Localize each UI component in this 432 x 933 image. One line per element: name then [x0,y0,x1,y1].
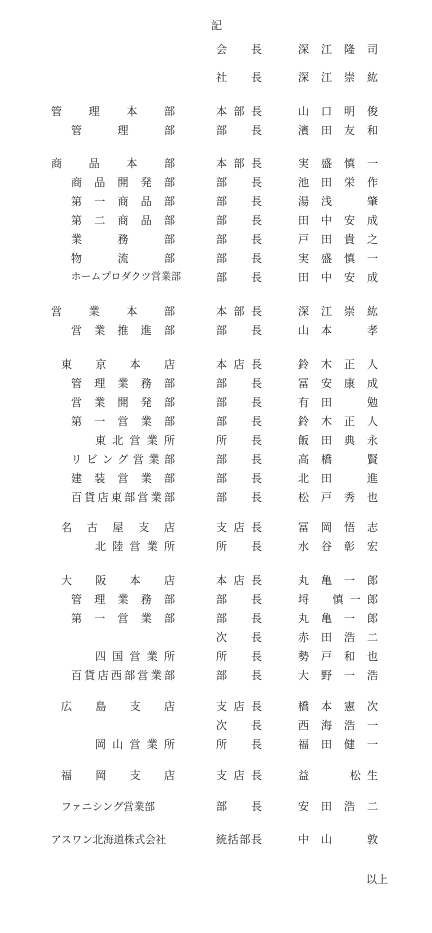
position-title: 部 長 [216,124,262,137]
position-title: 部 長 [216,195,262,208]
position-title: 本部長 [216,157,262,170]
person-name: 水 谷 彰 宏 [298,540,378,553]
list-item [0,414,432,430]
person-name: 戸 田 貴 之 [298,233,378,246]
heading-ki: 記 [211,19,222,32]
list-item [0,668,432,684]
position-title: 部 長 [216,415,262,428]
list-item [0,699,432,715]
position-title: 次 長 [216,719,262,732]
department-name: 管 理 部 [71,124,175,137]
position-title: 所 長 [216,540,262,553]
position-title: 部 長 [216,491,262,504]
list-item [0,452,432,468]
department-name: 営 業 本 部 [51,305,175,318]
list-item [0,433,432,449]
position-title: 部 長 [216,472,262,485]
person-name: 深 江 隆 司 [298,43,378,56]
list-item [0,304,432,320]
person-name: 山 口 明 俊 [298,105,378,118]
list-item [0,213,432,229]
department-name: 商 品 本 部 [51,157,175,170]
list-item [0,573,432,589]
position-title: 所 長 [216,738,262,751]
position-title: 部 長 [216,612,262,625]
list-item [0,104,432,120]
person-name: 勢 戸 和 也 [298,650,378,663]
person-name: 有 田 勉 [298,396,378,409]
list-item [0,42,432,58]
list-item [0,376,432,392]
department-name: 第一商品部 [71,195,175,208]
person-name: 福 田 健 一 [298,738,378,751]
list-item [0,718,432,734]
department-name: 管理業務部 [71,377,175,390]
person-name: 冨 岡 悟 志 [298,521,378,534]
department-name: 百貨店東部営業部 [71,491,175,504]
position-title: 部 長 [216,233,262,246]
person-name: 池 田 栄 作 [298,176,378,189]
person-name: 橋 本 憲 次 [298,700,378,713]
position-title: 部 長 [216,271,262,284]
list-item [0,194,432,210]
department-name: 名 古 屋 支 店 [61,521,175,534]
list-item [0,490,432,506]
position-title: 部 長 [216,377,262,390]
list-item [0,768,432,784]
person-name: 鈴 木 正 人 [298,358,378,371]
department-name: 第二商品部 [71,214,175,227]
list-item [0,156,432,172]
person-name: 益 松 生 [298,769,378,782]
department-name: ファニシング営業部 [61,801,155,813]
person-name: 埒 慎 一 郎 [298,593,378,606]
list-item [0,323,432,339]
person-name: 深 江 崇 紘 [298,305,378,318]
list-item [0,611,432,627]
person-name: 濱 田 友 和 [298,124,378,137]
position-title: 統括部長 [216,833,262,846]
person-name: 高 橋 賢 [298,453,378,466]
position-title: 会 長 [216,43,262,56]
list-item [0,357,432,373]
position-title: 本部長 [216,105,262,118]
person-name: 実 盛 慎 一 [298,157,378,170]
position-title: 部 長 [216,324,262,337]
department-name: 北陸営業所 [95,540,175,553]
list-item [0,175,432,191]
person-name: 中 山 敦 [298,833,378,846]
list-item [0,395,432,411]
department-name: 管理業務部 [71,593,175,606]
person-name: 田 中 安 成 [298,214,378,227]
person-name: 大 野 一 浩 [298,669,378,682]
list-item [0,832,432,848]
list-item [0,592,432,608]
person-name: 深 江 崇 紘 [298,71,378,84]
list-item [0,737,432,753]
department-name: アスワン北海道株式会社 [51,834,167,846]
person-name: 田 中 安 成 [298,271,378,284]
department-name: 東 京 本 店 [61,358,175,371]
department-name: 第一営業部 [71,415,175,428]
position-title: 本店長 [216,574,262,587]
department-name: 福 岡 支 店 [61,769,175,782]
list-item [0,471,432,487]
person-name: 実 盛 慎 一 [298,252,378,265]
closing-ijo: 以上 [366,873,388,886]
person-name: 赤 田 浩 二 [298,631,378,644]
person-name: 丸 亀 一 郎 [298,612,378,625]
position-title: 支店長 [216,769,262,782]
position-title: 部 長 [216,252,262,265]
list-item [0,520,432,536]
person-name: 松 戸 秀 也 [298,491,378,504]
position-title: 本部長 [216,305,262,318]
list-item [0,799,432,815]
department-name: 管 理 本 部 [51,105,175,118]
department-name: 岡山営業所 [95,738,175,751]
department-name: 四国営業所 [95,650,175,663]
person-name: 山 本 孝 [298,324,378,337]
person-name: 西 海 浩 一 [298,719,378,732]
position-title: 所 長 [216,650,262,663]
position-title: 部 長 [216,669,262,682]
person-name: 北 田 進 [298,472,378,485]
person-name: 飯 田 典 永 [298,434,378,447]
person-name: 鈴 木 正 人 [298,415,378,428]
department-name: ホームプロダクツ営業部 [71,272,181,283]
position-title: 所 長 [216,434,262,447]
person-name: 冨 安 康 成 [298,377,378,390]
position-title: 次 長 [216,631,262,644]
department-name: 商品開発部 [71,176,175,189]
position-title: 社 長 [216,71,262,84]
department-name: リビング営業部 [71,453,175,466]
position-title: 支店長 [216,700,262,713]
position-title: 部 長 [216,176,262,189]
person-name: 安 田 浩 二 [298,800,378,813]
position-title: 本店長 [216,358,262,371]
department-name: 広 島 支 店 [61,700,175,713]
department-name: 第一営業部 [71,612,175,625]
department-name: 建装営業部 [71,472,175,485]
person-name: 湯 浅 肇 [298,195,378,208]
person-name: 丸 亀 一 郎 [298,574,378,587]
list-item [0,123,432,139]
position-title: 部 長 [216,800,262,813]
department-name: 営業推進部 [71,324,175,337]
list-item [0,649,432,665]
department-name: 物 流 部 [71,252,175,265]
list-item [0,70,432,86]
position-title: 部 長 [216,396,262,409]
department-name: 百貨店西部営業部 [71,669,175,682]
list-item [0,232,432,248]
department-name: 東北営業所 [95,434,175,447]
list-item [0,539,432,555]
list-item [0,270,432,286]
position-title: 部 長 [216,214,262,227]
list-item [0,251,432,267]
department-name: 業 務 部 [71,233,175,246]
position-title: 部 長 [216,453,262,466]
list-item [0,630,432,646]
position-title: 支店長 [216,521,262,534]
department-name: 大 阪 本 店 [61,574,175,587]
position-title: 部 長 [216,593,262,606]
department-name: 営業開発部 [71,396,175,409]
